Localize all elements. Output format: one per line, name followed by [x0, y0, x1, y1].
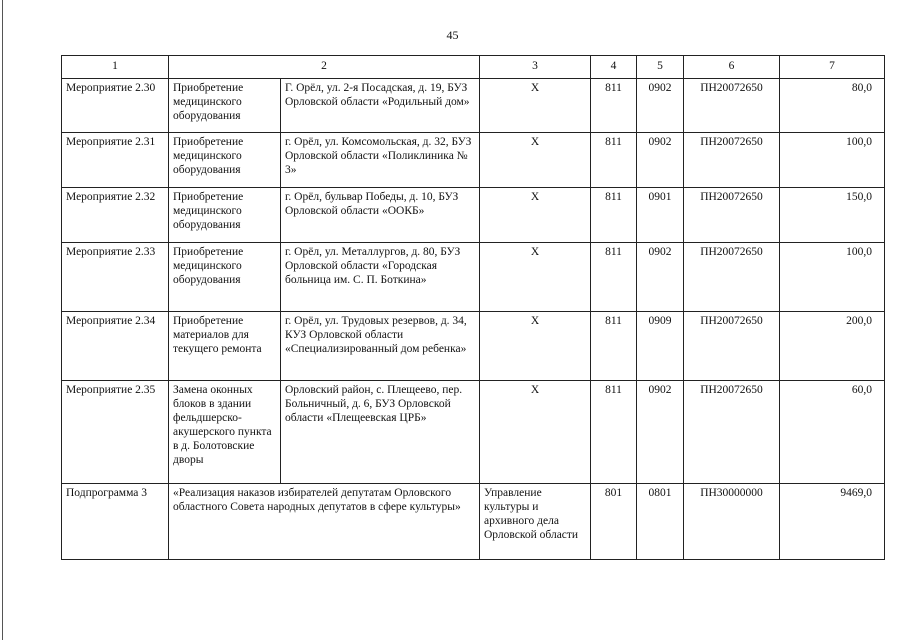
measure-col3: Х	[480, 312, 591, 381]
subprogram-row	[62, 484, 885, 560]
measure-col5: 0902	[637, 243, 684, 312]
measure-col6: ПН20072650	[684, 188, 780, 243]
page-number: 45	[446, 28, 459, 42]
measure-id: Мероприятие 2.34	[62, 312, 169, 381]
subprogram-col6: ПН30000000	[684, 484, 780, 560]
measure-name: Приобретение материалов для текущего ремонта	[169, 312, 281, 381]
measure-location: Орловский район, с. Плещеево, пер. Больничный, д. 6, БУЗ Орловской области «Плещеевская ЦРБ»	[281, 381, 480, 484]
measure-col7: 150,0	[780, 188, 885, 243]
measure-col3: Х	[480, 243, 591, 312]
measure-col5: 0909	[637, 312, 684, 381]
table-row	[62, 381, 885, 484]
measure-col7: 100,0	[780, 133, 885, 188]
measure-name: Приобретение медицинского оборудования	[169, 243, 281, 312]
measure-location: Г. Орёл, ул. 2-я Посадская, д. 19, БУЗ Орловской области «Родильный дом»	[281, 79, 480, 133]
measure-name: Замена оконных блоков в здании фельдшерско-акушерского пункта в д. Болотовские дворы	[169, 381, 281, 484]
table-row	[62, 312, 885, 381]
measure-col4: 811	[591, 312, 637, 381]
page-left-edge	[2, 0, 3, 640]
measure-col5: 0902	[637, 133, 684, 188]
measure-col7: 60,0	[780, 381, 885, 484]
measure-id: Мероприятие 2.32	[62, 188, 169, 243]
measure-location: г. Орёл, ул. Комсомольская, д. 32, БУЗ Орловской области «Поликлиника № 3»	[281, 133, 480, 188]
measure-id: Мероприятие 2.33	[62, 243, 169, 312]
column-header-7: 7	[780, 56, 885, 79]
table-row	[62, 188, 885, 243]
measure-col5: 0902	[637, 79, 684, 133]
measure-name: Приобретение медицинского оборудования	[169, 188, 281, 243]
budget-table	[61, 55, 885, 560]
measure-col4: 811	[591, 133, 637, 188]
measure-col6: ПН20072650	[684, 312, 780, 381]
measure-col4: 811	[591, 188, 637, 243]
measure-location: г. Орёл, ул. Трудовых резервов, д. 34, КУЗ Орловской области «Специализированный дом ребенка»	[281, 312, 480, 381]
table-row	[62, 133, 885, 188]
subprogram-id: Подпрограмма 3	[62, 484, 169, 560]
measure-col7: 200,0	[780, 312, 885, 381]
measure-name: Приобретение медицинского оборудования	[169, 79, 281, 133]
column-header-1: 1	[62, 56, 169, 79]
measure-col4: 811	[591, 381, 637, 484]
header-row	[62, 56, 885, 79]
measure-id: Мероприятие 2.30	[62, 79, 169, 133]
table-row	[62, 243, 885, 312]
measure-location: г. Орёл, бульвар Победы, д. 10, БУЗ Орловской области «ООКБ»	[281, 188, 480, 243]
measure-col5: 0902	[637, 381, 684, 484]
column-header-3: 3	[480, 56, 591, 79]
measure-col7: 100,0	[780, 243, 885, 312]
measure-col4: 811	[591, 243, 637, 312]
measure-col4: 811	[591, 79, 637, 133]
table-row	[62, 79, 885, 133]
measure-location: г. Орёл, ул. Металлургов, д. 80, БУЗ Орловской области «Городская больница им. С. П. Боткина»	[281, 243, 480, 312]
measure-id: Мероприятие 2.35	[62, 381, 169, 484]
column-header-6: 6	[684, 56, 780, 79]
column-header-2: 2	[169, 56, 480, 79]
measure-col6: ПН20072650	[684, 381, 780, 484]
measure-col3: Х	[480, 79, 591, 133]
measure-col3: Х	[480, 188, 591, 243]
measure-name: Приобретение медицинского оборудования	[169, 133, 281, 188]
subprogram-col5: 0801	[637, 484, 684, 560]
column-header-4: 4	[591, 56, 637, 79]
measure-id: Мероприятие 2.31	[62, 133, 169, 188]
subprogram-col7: 9469,0	[780, 484, 885, 560]
measure-col5: 0901	[637, 188, 684, 243]
subprogram-col4: 801	[591, 484, 637, 560]
column-header-5: 5	[637, 56, 684, 79]
measure-col7: 80,0	[780, 79, 885, 133]
measure-col6: ПН20072650	[684, 79, 780, 133]
measure-col3: Х	[480, 133, 591, 188]
measure-col3: Х	[480, 381, 591, 484]
subprogram-col3: Управление культуры и архивного дела Орловской области	[480, 484, 591, 560]
subprogram-name: «Реализация наказов избирателей депутатам Орловского областного Совета народных депутатов в сфере культуры»	[169, 484, 480, 560]
measure-col6: ПН20072650	[684, 133, 780, 188]
measure-col6: ПН20072650	[684, 243, 780, 312]
